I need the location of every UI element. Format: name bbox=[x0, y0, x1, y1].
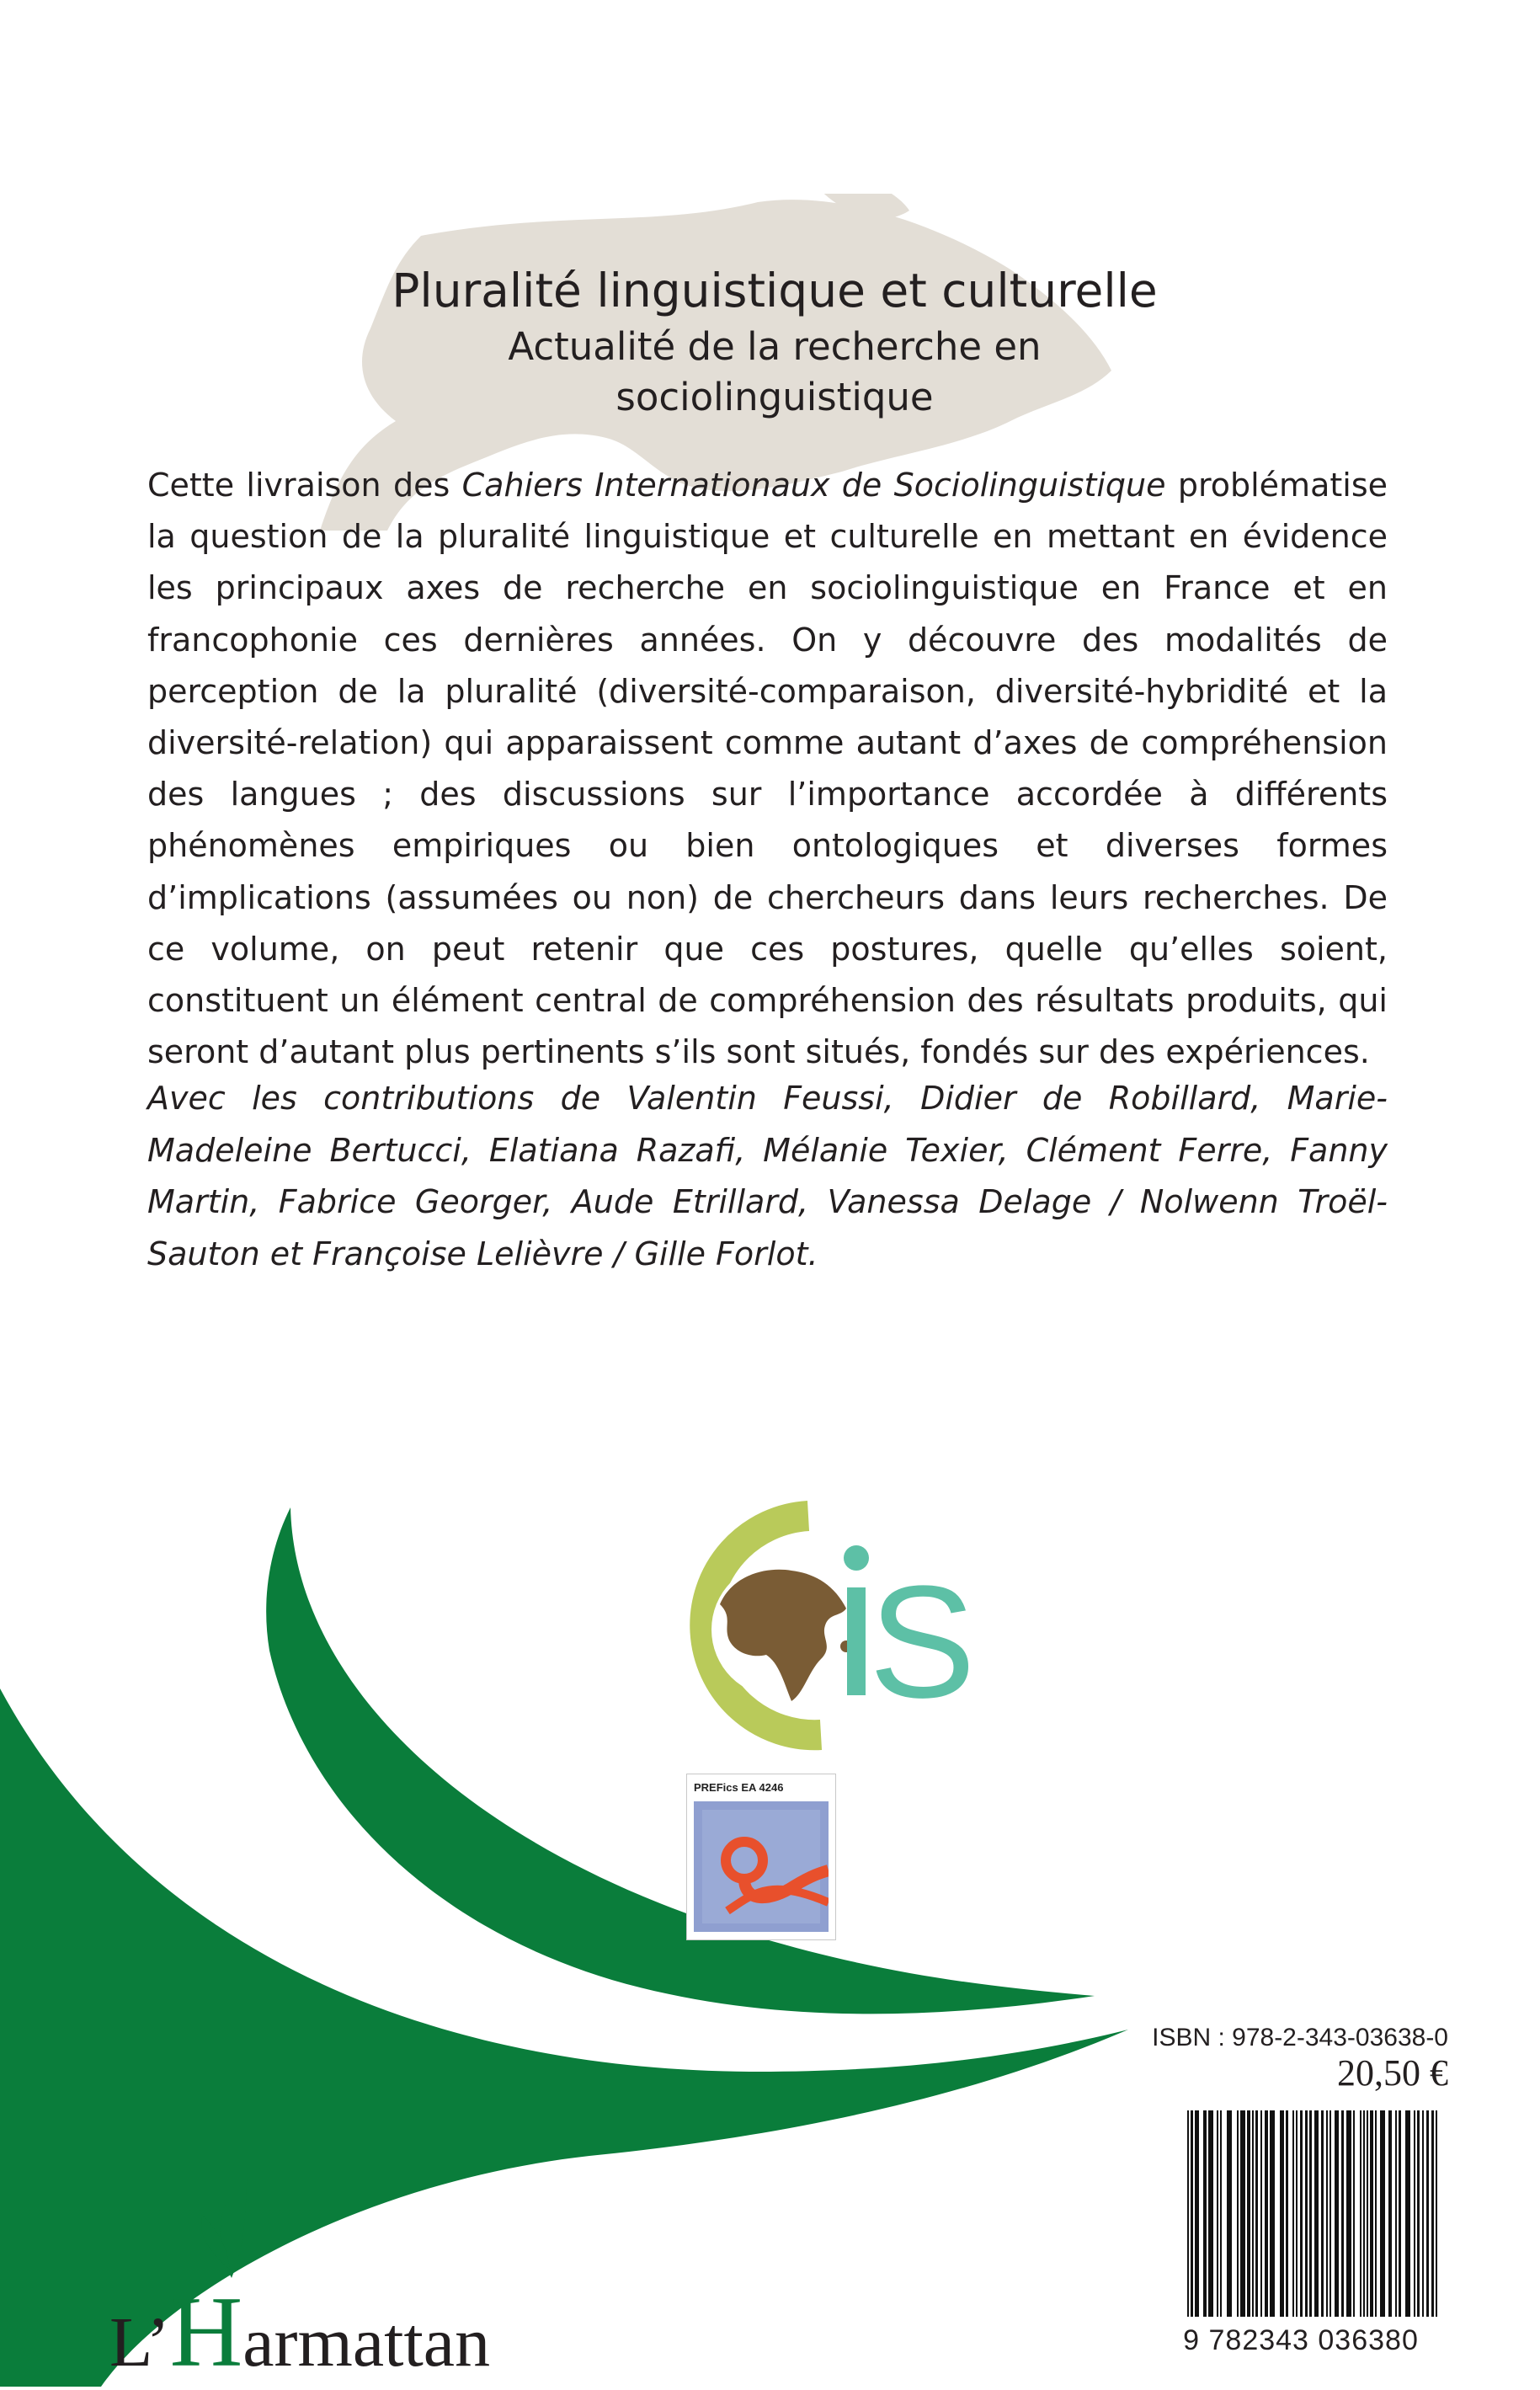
barcode-bar bbox=[1187, 2110, 1189, 2317]
barcode-bar bbox=[1346, 2110, 1351, 2317]
barcode-bar bbox=[1203, 2110, 1207, 2317]
barcode-bar bbox=[1395, 2110, 1397, 2317]
barcode-bar bbox=[1208, 2110, 1213, 2317]
barcode-bar bbox=[1380, 2110, 1385, 2317]
barcode-bar bbox=[1217, 2110, 1218, 2317]
summary-text-rest: problématise la question de la pluralité linguistique et culturelle en mettant en évidence les principaux axes de recherche en sociolinguistique en France et en francophonie ces dernières années. On y découvre des modalités de perception de la pluralité (diversité-comparaison, diversité-hybridité et la diversité-relation) qui apparaissent comme autant d’axes de compréhension des langues ; des discussions sur l’importance accordée à différents phénomènes empiriques ou bien ontologiques et diverses formes d’implications (assumées ou non) de chercheurs dans leurs recherches. De ce volume, on peut retenir que ces postures, quelle qu’elles soient, constituent un élément central de compréhension des résultats produits, qui seront d’autant plus pertinents s’ils sont situés, fondés sur des expériences. bbox=[147, 467, 1388, 1071]
barcode-bar bbox=[1417, 2110, 1420, 2317]
harmattan-leaf-icon bbox=[198, 2169, 265, 2278]
barcode-bar bbox=[1270, 2110, 1275, 2317]
book-title: Pluralité linguistique et culturelle bbox=[392, 264, 1158, 317]
barcode-bar bbox=[1280, 2110, 1284, 2317]
barcode-bar bbox=[1422, 2110, 1424, 2317]
publisher-name-rest: armattan bbox=[242, 2303, 491, 2382]
barcode-bar bbox=[1255, 2110, 1258, 2317]
publisher-wordmark bbox=[109, 2274, 490, 2390]
prefics-logo bbox=[686, 1774, 836, 1940]
barcode-bar bbox=[1426, 2110, 1429, 2317]
barcode-bar bbox=[1265, 2110, 1268, 2317]
publisher-initial: H bbox=[169, 2275, 243, 2387]
barcode-bar bbox=[1237, 2110, 1239, 2317]
barcode-bar bbox=[1296, 2110, 1298, 2317]
barcode-bar bbox=[1321, 2110, 1324, 2317]
barcode-bar bbox=[1370, 2110, 1373, 2317]
barcode-bar bbox=[1436, 2110, 1437, 2317]
book-subtitle: Actualité de la recherche en sociolinguistique bbox=[508, 324, 1042, 419]
barcode-digits: 9 782343 036380 bbox=[1183, 2324, 1419, 2356]
barcode-bar bbox=[1286, 2110, 1288, 2317]
publisher-prefix: L’ bbox=[109, 2303, 170, 2382]
series-title: Cahiers Internationaux de Sociolinguistique bbox=[461, 467, 1166, 504]
barcode bbox=[1184, 2110, 1445, 2321]
barcode-bar bbox=[1330, 2110, 1331, 2317]
barcode-bar bbox=[1260, 2110, 1262, 2317]
barcode-bar bbox=[1367, 2110, 1368, 2317]
barcode-bar bbox=[1247, 2110, 1250, 2317]
barcode-bar bbox=[1353, 2110, 1355, 2317]
barcode-bar bbox=[1195, 2110, 1199, 2317]
barcode-bar bbox=[1227, 2110, 1232, 2317]
barcode-bar bbox=[1191, 2110, 1193, 2317]
barcode-bar bbox=[1405, 2110, 1410, 2317]
barcode-bar bbox=[1305, 2110, 1308, 2317]
barcode-bar bbox=[1240, 2110, 1245, 2317]
summary-text-start: Cette livraison des bbox=[147, 467, 462, 504]
prefics-artwork bbox=[694, 1801, 829, 1932]
isbn: ISBN : 978-2-343-03638-0 bbox=[1152, 2024, 1448, 2051]
barcode-bar bbox=[1309, 2110, 1312, 2317]
barcode-bar bbox=[1431, 2110, 1434, 2317]
barcode-bar bbox=[1292, 2110, 1294, 2317]
barcode-bar bbox=[1300, 2110, 1303, 2317]
contributors-list: Avec les contributions de Valentin Feussi, Didier de Robillard, Marie-Madeleine Bertucci, Elatiana Razafi, Mélanie Texier, Clément Ferre, Fanny Martin, Fabrice Georger, Aude Etrillard, Vanessa Delage / Nolwenn Troël-Sauton et Françoise Lelièvre / Gille Forlot. bbox=[147, 1080, 1388, 1272]
barcode-bar bbox=[1414, 2110, 1415, 2317]
barcode-bar bbox=[1220, 2110, 1222, 2317]
cis-logo bbox=[640, 1491, 994, 1752]
barcode-bar bbox=[1314, 2110, 1319, 2317]
barcode-bar bbox=[1326, 2110, 1328, 2317]
barcode-bar bbox=[1363, 2110, 1365, 2317]
price: 20,50 € bbox=[1337, 2052, 1448, 2094]
barcode-bar bbox=[1341, 2110, 1344, 2317]
barcode-bar bbox=[1360, 2110, 1361, 2317]
svg-text:S: S bbox=[869, 1553, 976, 1731]
summary-paragraph bbox=[147, 460, 1388, 1078]
barcode-bar bbox=[1252, 2110, 1254, 2317]
barcode-bar bbox=[1399, 2110, 1401, 2317]
barcode-bar bbox=[1335, 2110, 1339, 2317]
prefics-caption: PREFics EA 4246 bbox=[694, 1781, 784, 1794]
barcode-bar bbox=[1375, 2110, 1377, 2317]
barcode-bar bbox=[1388, 2110, 1392, 2317]
